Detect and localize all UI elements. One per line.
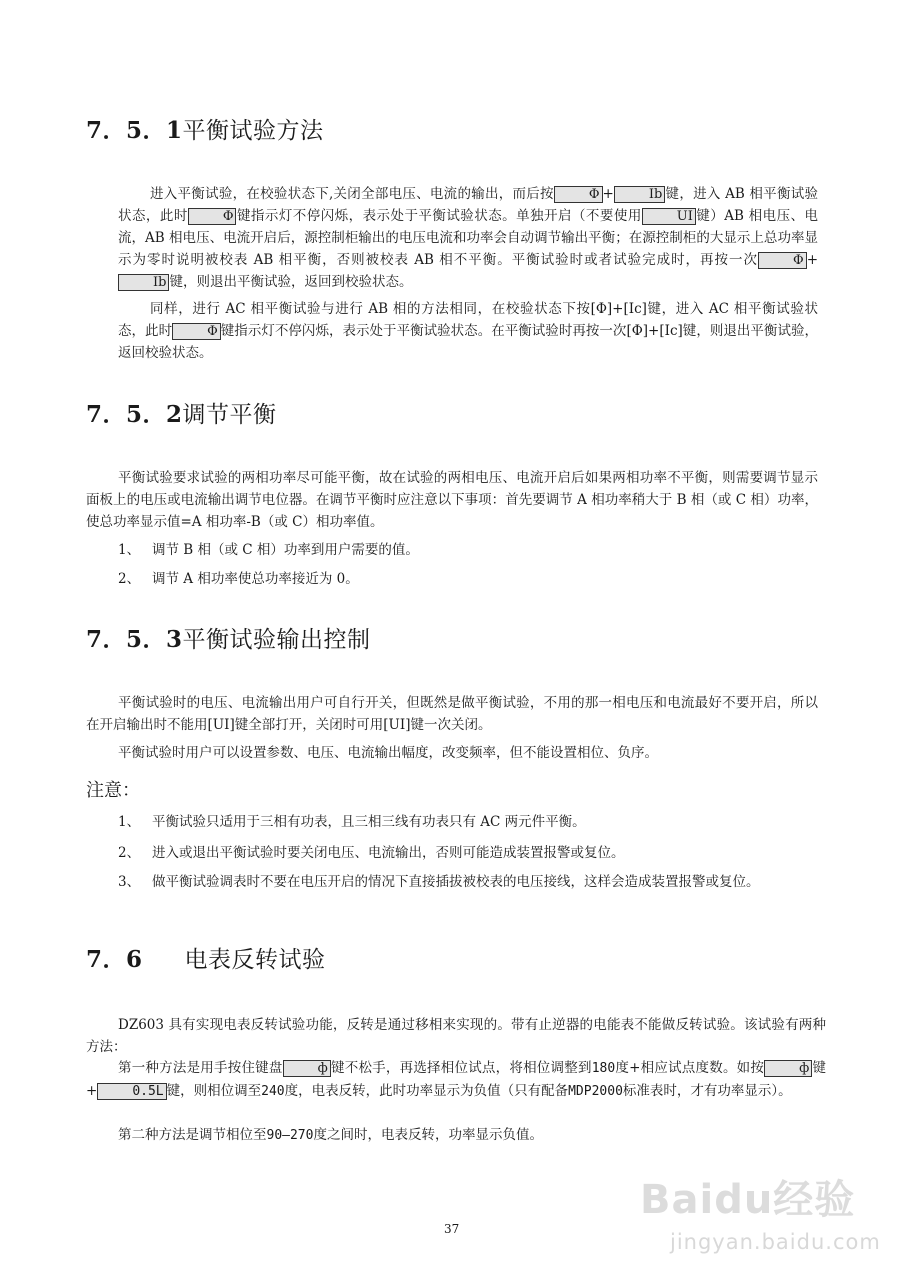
list-text: 平衡试验只适用于三相有功表，且三相三线有功表只有 AC 两元件平衡。 (152, 814, 586, 830)
section-number: 7．5．2 (86, 401, 183, 428)
text-run: 键，则退出平衡试验，返回到校验状态。 (169, 274, 413, 290)
paragraph-adjust-balance: 平衡试验要求试验的两相功率尽可能平衡，故在试验的两相电压、电流开启后如果两相功率不平衡，则需要调节显示面板上的电压或电流输出调节电位器。在调节平衡时应注意以下事项：首先要调节 A 相功率稍大于 B 相（或 C 相）功率，使总功率显示值=A 相功率-B（或 C）相功率值。 (86, 470, 818, 530)
text-run: 180 (591, 1061, 616, 1076)
section-heading-7-5-3 (86, 621, 371, 654)
section-title: 平衡试验输出控制 (182, 627, 371, 653)
watermark-site: jingyan.baidu.com (670, 1230, 881, 1254)
text-run: 第一种方法是用手按住键盘 (118, 1060, 283, 1076)
list-index: 3、 (118, 874, 141, 890)
text-run: 同样，进行 AC 相平衡试验与进行 AB 相的方法相同，在校验状态下按[Φ]+[Ic]键，进入 AC 相平衡试验状态，此时 (118, 301, 818, 339)
paragraph-settings: 平衡试验时用户可以设置参数、电压、电流输出幅度，改变频率，但不能设置相位、负序。 (118, 745, 658, 761)
text-run: 键指示灯不停闪烁，表示处于平衡试验状态。单独开启（不要使用 (236, 208, 642, 224)
paragraph-output-control: 平衡试验时的电压、电流输出用户可自行开关，但既然是做平衡试验，不用的那一相电压和电流最好不要开启，所以在开启输出时不能用[UI]键全部打开，关闭时可用[UI]键一次关闭。 (86, 695, 818, 733)
list-text: 进入或退出平衡试验时要关闭电压、电流输出，否则可能造成装置报警或复位。 (152, 845, 625, 861)
phi-key: ф (283, 1060, 331, 1077)
text-run: + (806, 252, 818, 268)
watermark-brand: Baidu经验 (640, 1177, 856, 1223)
phi-key: ф (764, 1060, 812, 1077)
section-heading-7-5-2 (86, 396, 277, 429)
text-run: MDP2000 (568, 1084, 623, 1099)
text-run: + (602, 186, 614, 202)
list-text: 调节 A 相功率使总功率接近为 0。 (152, 571, 359, 587)
half-lagging-key: 0.5L (97, 1083, 166, 1100)
section-heading-7-6 (86, 941, 326, 974)
paragraph-method-two (86, 1124, 826, 1147)
phi-key: Φ (758, 252, 807, 269)
page-number: 37 (444, 1222, 460, 1236)
section-title: 电表反转试验 (184, 947, 326, 973)
text-run: 度之间时，电表反转，功率显示负值。 (313, 1127, 543, 1143)
ib-key: Ib (118, 274, 169, 291)
text-run: 键，则相位调至 (166, 1083, 262, 1099)
paragraph-ac-balance (118, 298, 818, 364)
paragraph-reverse-intro: DZ603 具有实现电表反转试验功能，反转是通过移相来实现的。带有止逆器的电能表不能做反转试验。该试验有两种方法： (86, 1017, 826, 1055)
text-run: 键+ (86, 1060, 827, 1099)
phi-key: Φ (188, 208, 237, 225)
text-run: 标准表时，才有功率显示）。 (622, 1083, 792, 1099)
section-number: 7．5．1 (86, 117, 183, 144)
ib-key: Ib (614, 186, 665, 203)
text-run: 240 (261, 1084, 285, 1099)
text-run: 进入平衡试验，在校验状态下,关闭全部电压、电流的输出，而后按 (150, 186, 554, 202)
text-run: 键，进入 AB 相平衡试验状态，此时 (118, 186, 818, 224)
note-heading: 注意： (86, 780, 140, 801)
text-run: 90–270 (266, 1128, 314, 1143)
list-index: 2、 (118, 571, 141, 587)
list-text: 调节 B 相（或 C 相）功率到用户需要的值。 (152, 542, 419, 558)
section-title: 调节平衡 (182, 402, 277, 428)
section-heading-7-5-1 (86, 112, 324, 145)
list-index: 1、 (118, 814, 141, 830)
phi-key: Φ (172, 323, 221, 340)
list-text: 做平衡试验调表时不要在电压开启的情况下直接插拔被校表的电压接线，这样会造成装置报警或复位。 (152, 874, 760, 890)
list-index: 2、 (118, 845, 141, 861)
text-run: 度，电表反转，此时功率显示为负值（只有配备 (284, 1083, 569, 1099)
text-run: 键指示灯不停闪烁，表示处于平衡试验状态。在平衡试验时再按一次[Φ]+[Ic]键，则退出平衡试验，返回校验状态。 (118, 323, 819, 361)
text-run: 键）AB 相电压、电流，AB 相电压、电流开启后，源控制柜输出的电压电流和功率会自动调节输出平衡；在源控制柜的大显示上总功率显示为零时说明被校表 AB 相平衡，否则被校表 AB 相不平衡。平衡试验时或者试验完成时，再按一次 (118, 208, 819, 268)
ui-key: UI (642, 208, 696, 225)
section-number: 7．6 (86, 946, 143, 973)
paragraph-balance-method (118, 183, 818, 293)
section-number: 7．5．3 (86, 626, 183, 653)
list-index: 1、 (118, 542, 141, 558)
phi-key: Φ (554, 186, 603, 203)
text-run: 第二种方法是调节相位至 (118, 1127, 267, 1143)
watermark (640, 1150, 880, 1270)
section-title: 平衡试验方法 (182, 118, 324, 144)
paragraph-method-one (86, 1057, 826, 1103)
text-run: 键不松手，再选择相位试点，将相位调整到 (330, 1060, 592, 1076)
text-run: 度+相应试点度数。如按 (615, 1060, 765, 1076)
